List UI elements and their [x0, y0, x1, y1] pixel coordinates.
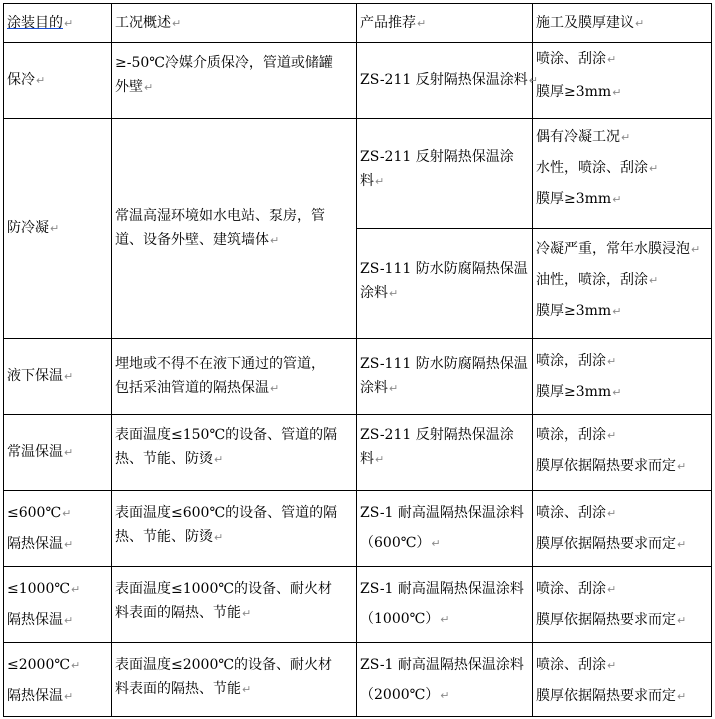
- purpose-cell: 防冷凝↵: [4, 119, 112, 339]
- table-row: [4, 643, 712, 717]
- product-cell: ZS-211 反射隔热保温涂 料↵: [357, 119, 533, 229]
- condition-cell: 表面温度≤600℃的设备、管道的隔 热、节能、防烫↵: [112, 491, 357, 567]
- product-cell: ZS-111 防水防腐隔热保温 涂料↵: [357, 229, 533, 339]
- purpose-cell: 常温保温↵: [4, 415, 112, 491]
- condition-cell: 表面温度≤2000℃的设备、耐火材 料表面的隔热、节能↵: [112, 643, 357, 717]
- product-cell: ZS-1 耐高温隔热保温涂料 （600℃）↵: [357, 491, 533, 567]
- advice-cell: 偶有冷凝工况↵ 水性，喷涂、刮涂↵ 膜厚≥3mm↵: [533, 119, 712, 229]
- product-cell: ZS-211 反射隔热保温涂 料↵: [357, 415, 533, 491]
- table-row: [4, 491, 712, 567]
- advice-cell: 冷凝严重，常年水膜浸泡↵ 油性，喷涂，刮涂↵ 膜厚≥3mm↵: [533, 229, 712, 339]
- advice-cell: 喷涂、刮涂↵ 膜厚依据隔热要求而定↵: [533, 643, 712, 717]
- product-table: [3, 3, 712, 717]
- header-cell-purpose: 涂装目的↵: [4, 4, 112, 43]
- table-row: [4, 119, 712, 229]
- product-cell: ZS-1 耐高温隔热保温涂料 （2000℃）↵: [357, 643, 533, 717]
- table-row: [4, 43, 712, 119]
- product-cell: ZS-1 耐高温隔热保温涂料 （1000℃）↵: [357, 567, 533, 643]
- condition-cell: 表面温度≤1000℃的设备、耐火材 料表面的隔热、节能↵: [112, 567, 357, 643]
- purpose-cell: ≤2000℃↵ 隔热保温↵: [4, 643, 112, 717]
- advice-cell: 喷涂、刮涂↵ 膜厚≥3mm↵: [533, 43, 712, 119]
- table-row: [4, 415, 712, 491]
- advice-cell: 喷涂、刮涂↵ 膜厚依据隔热要求而定↵: [533, 567, 712, 643]
- table-row: [4, 567, 712, 643]
- purpose-cell: 液下保温↵: [4, 339, 112, 415]
- purpose-cell: 保冷↵: [4, 43, 112, 119]
- product-cell: ZS-211 反射隔热保温涂料↵: [357, 43, 533, 119]
- condition-cell: ≥-50℃冷媒介质保冷，管道或储罐 外壁↵: [112, 43, 357, 119]
- condition-cell: 埋地或不得不在液下通过的管道， 包括采油管道的隔热保温↵: [112, 339, 357, 415]
- purpose-cell: ≤600℃↵ 隔热保温↵: [4, 491, 112, 567]
- header-cell-product: 产品推荐↵: [357, 4, 533, 43]
- header-row: [4, 4, 712, 43]
- advice-cell: 喷涂，刮涂↵ 膜厚依据隔热要求而定↵: [533, 415, 712, 491]
- condition-cell: 表面温度≤150℃的设备、管道的隔 热、节能、防烫↵: [112, 415, 357, 491]
- purpose-cell: ≤1000℃↵ 隔热保温↵: [4, 567, 112, 643]
- header-cell-condition: 工况概述↵: [112, 4, 357, 43]
- condition-cell: 常温高湿环境如水电站、泵房，管 道、设备外壁、建筑墙体↵: [112, 119, 357, 339]
- advice-cell: 喷涂，刮涂↵ 膜厚≥3mm↵: [533, 339, 712, 415]
- advice-cell: 喷涂、刮涂↵ 膜厚依据隔热要求而定↵: [533, 491, 712, 567]
- table-row: [4, 339, 712, 415]
- header-cell-advice: 施工及膜厚建议↵: [533, 4, 712, 43]
- product-cell: ZS-111 防水防腐隔热保温 涂料↵: [357, 339, 533, 415]
